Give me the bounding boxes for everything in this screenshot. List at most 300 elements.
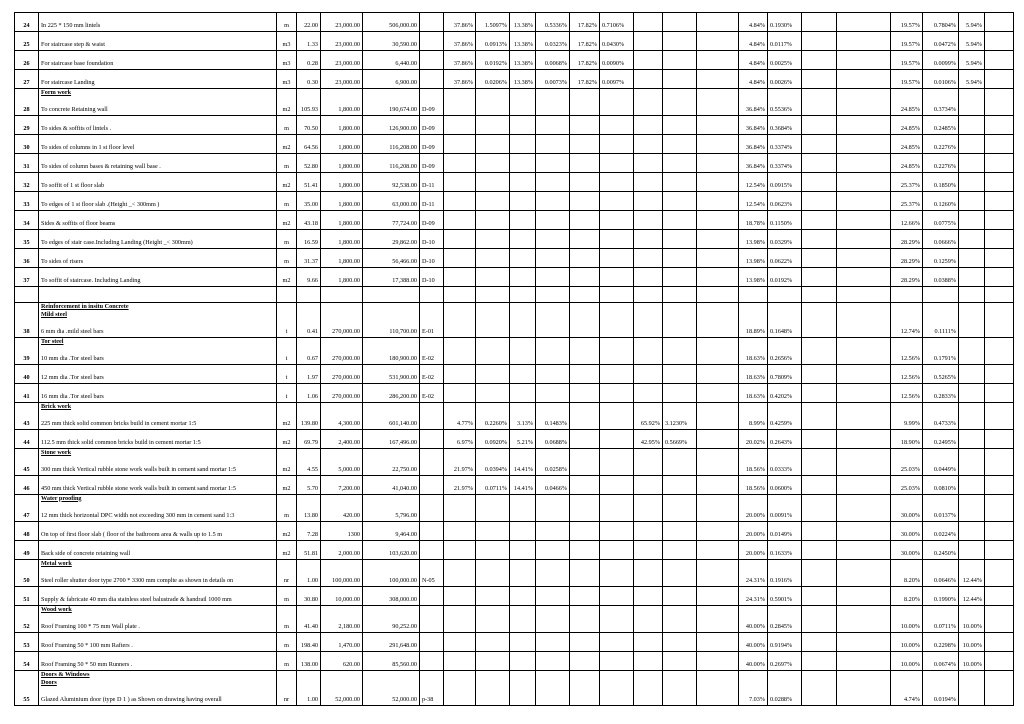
cell-c9 [738, 613, 767, 632]
cell-b1 [696, 410, 738, 429]
cell-value: 0.0329% [770, 238, 793, 246]
cell-unit [276, 521, 296, 540]
cell-no [14, 402, 38, 410]
cell-c3 [509, 364, 535, 383]
cell-c1 [443, 267, 475, 286]
cell-c5 [569, 605, 599, 613]
cell-c12 [890, 586, 922, 605]
cell-b1 [696, 153, 738, 172]
cell-c14 [958, 429, 984, 448]
cell-b2 [836, 456, 890, 475]
cell-value: 9,464.00 [395, 530, 417, 538]
cell-b2 [836, 502, 890, 521]
cell-c13 [922, 632, 958, 651]
cell-c6 [599, 115, 633, 134]
cell-c7 [633, 172, 662, 191]
cell-ref [419, 678, 443, 686]
table-row [14, 502, 1014, 521]
cell-no [14, 50, 38, 69]
cell-c12 [890, 96, 922, 115]
cell-value: 3.13% [517, 419, 533, 427]
cell-value: 12.54% [745, 181, 765, 189]
cell-b2 [836, 134, 890, 153]
cell-value: 40.00% [745, 660, 765, 668]
cell-no [14, 310, 38, 318]
cell-c2 [475, 632, 509, 651]
cell-c4 [535, 494, 569, 502]
cell-qty [296, 191, 320, 210]
cell-value: 10.00% [900, 622, 920, 630]
cell-amount [362, 475, 419, 494]
cell-value: 180,900.00 [389, 354, 417, 362]
cell-qty [296, 31, 320, 50]
cell-c3 [509, 267, 535, 286]
cell-c6 [599, 134, 633, 153]
cell-c9 [738, 364, 767, 383]
cell-c1 [443, 318, 475, 337]
cell-value: 1,800.00 [338, 105, 360, 113]
cell-unit [276, 456, 296, 475]
cell-value: m2 [282, 219, 291, 227]
cell-amount [362, 345, 419, 364]
cell-desc [38, 456, 276, 475]
cell-c11 [801, 191, 836, 210]
cell-value: 4.77% [457, 419, 473, 427]
cell-c7 [633, 267, 662, 286]
section-heading-row [14, 605, 1014, 613]
section-heading: Reinforcement in insitu Concrete [41, 302, 129, 310]
cell-qty [296, 448, 320, 456]
cell-c1 [443, 12, 475, 31]
cell-unit [276, 345, 296, 364]
cell-value: 0.7804% [933, 21, 956, 29]
cell-c2 [475, 364, 509, 383]
cell-c13 [922, 310, 958, 318]
cell-no [14, 429, 38, 448]
cell-c7 [633, 540, 662, 559]
cell-c5 [569, 229, 599, 248]
cell-c6 [599, 191, 633, 210]
cell-value: 28.29% [900, 276, 920, 284]
cell-no [14, 134, 38, 153]
cell-ref [419, 172, 443, 191]
cell-value: 4.84% [749, 21, 765, 29]
cell-c8 [662, 318, 696, 337]
cell-c9 [738, 475, 767, 494]
cell-c6 [599, 448, 633, 456]
cell-value: 14.41% [513, 484, 533, 492]
cell-value: 23,000.00 [335, 40, 360, 48]
cell-c4 [535, 115, 569, 134]
cell-rate [320, 670, 362, 678]
cell-value: 25.37% [900, 181, 920, 189]
cell-c14 [958, 613, 984, 632]
cell-b1 [696, 605, 738, 613]
cell-c10 [767, 540, 801, 559]
cell-value: p-38 [422, 695, 434, 703]
cell-value: 1.97 [307, 373, 318, 381]
cell-c9 [738, 586, 767, 605]
cell-unit [276, 12, 296, 31]
item-description: 225 mm thick solid common bricks build in cement mortar 1:5 [41, 419, 197, 427]
cell-b2 [836, 115, 890, 134]
cell-c2 [475, 69, 509, 88]
cell-value: 0.2643% [770, 438, 793, 446]
section-heading-row [14, 402, 1014, 410]
cell-value: 0.0674% [933, 660, 956, 668]
cell-value: 13.38% [513, 59, 533, 67]
cell-value: 8.20% [904, 595, 920, 603]
cell-c9 [738, 494, 767, 502]
cell-c4 [535, 248, 569, 267]
cell-desc [38, 210, 276, 229]
cell-value: 7.28 [307, 530, 318, 538]
cell-value: D-10 [422, 257, 435, 265]
cell-value: 18.63% [745, 354, 765, 362]
cell-c9 [738, 134, 767, 153]
cell-no [14, 267, 38, 286]
cell-value: m [284, 257, 289, 265]
cell-c4 [535, 337, 569, 345]
cell-desc [38, 318, 276, 337]
cell-value: 0.0600% [770, 484, 793, 492]
item-number: 52 [23, 622, 30, 630]
cell-value: 0.3374% [770, 143, 793, 151]
cell-value: 25.03% [900, 465, 920, 473]
cell-rate [320, 632, 362, 651]
cell-c6 [599, 678, 633, 686]
cell-value: D-09 [422, 162, 435, 170]
cell-empty [696, 286, 738, 302]
cell-no [14, 96, 38, 115]
cell-desc [38, 502, 276, 521]
cell-c13 [922, 494, 958, 502]
cell-no [14, 12, 38, 31]
cell-c3 [509, 310, 535, 318]
cell-value: 138.00 [300, 660, 318, 668]
cell-value: 1.33 [307, 40, 318, 48]
cell-c5 [569, 12, 599, 31]
cell-no [14, 383, 38, 402]
cell-c2 [475, 686, 509, 705]
cell-c12 [890, 153, 922, 172]
cell-amount [362, 456, 419, 475]
cell-c11 [801, 96, 836, 115]
item-number: 30 [23, 143, 30, 151]
cell-value: 1,800.00 [338, 200, 360, 208]
cell-c7 [633, 134, 662, 153]
cell-c10 [767, 613, 801, 632]
cell-c13 [922, 50, 958, 69]
cell-c7 [633, 475, 662, 494]
cell-amount [362, 88, 419, 96]
cell-b3 [984, 229, 1014, 248]
cell-c2 [475, 670, 509, 678]
cell-empty [443, 286, 475, 302]
cell-c13 [922, 345, 958, 364]
cell-c12 [890, 494, 922, 502]
cell-c5 [569, 191, 599, 210]
cell-c6 [599, 651, 633, 670]
cell-value: 6,900.00 [395, 78, 417, 86]
cell-b3 [984, 567, 1014, 586]
cell-no [14, 632, 38, 651]
cell-value: 0.0099% [933, 59, 956, 67]
cell-c7 [633, 502, 662, 521]
cell-c14 [958, 521, 984, 540]
cell-c5 [569, 267, 599, 286]
cell-value: m [284, 595, 289, 603]
item-number: 25 [23, 40, 30, 48]
cell-value: m3 [282, 40, 291, 48]
cell-no [14, 210, 38, 229]
cell-value: 29,862.00 [392, 238, 417, 246]
cell-c12 [890, 402, 922, 410]
cell-value: 12.56% [900, 392, 920, 400]
cell-rate [320, 337, 362, 345]
cell-value: 0.0206% [484, 78, 507, 86]
cell-qty [296, 115, 320, 134]
cell-c12 [890, 670, 922, 678]
section-heading: Wood work [41, 605, 72, 613]
cell-c6 [599, 88, 633, 96]
cell-c3 [509, 686, 535, 705]
cell-c9 [738, 310, 767, 318]
cell-ref [419, 540, 443, 559]
cell-value: 28.29% [900, 257, 920, 265]
cell-value: 13.98% [745, 257, 765, 265]
cell-c7 [633, 310, 662, 318]
cell-value: 105.93 [300, 105, 318, 113]
cell-qty [296, 402, 320, 410]
cell-rate [320, 115, 362, 134]
cell-value: 17.82% [577, 21, 597, 29]
cell-c9 [738, 248, 767, 267]
cell-desc [38, 134, 276, 153]
cell-b2 [836, 88, 890, 96]
cell-value: 4.84% [749, 59, 765, 67]
cell-c11 [801, 88, 836, 96]
cell-c2 [475, 559, 509, 567]
cell-c6 [599, 31, 633, 50]
cell-value: nr [283, 576, 290, 584]
cell-b1 [696, 494, 738, 502]
cell-value: 17,388.00 [392, 276, 417, 284]
cell-c12 [890, 613, 922, 632]
cell-c11 [801, 456, 836, 475]
cell-value: 0.7809% [770, 373, 793, 381]
cell-c14 [958, 567, 984, 586]
cell-c2 [475, 267, 509, 286]
cell-c1 [443, 210, 475, 229]
cell-c14 [958, 410, 984, 429]
cell-c12 [890, 88, 922, 96]
cell-b2 [836, 383, 890, 402]
cell-value: D-11 [422, 200, 435, 208]
item-description: For staircase base foundation [41, 59, 114, 67]
table-row [14, 134, 1014, 153]
cell-c4 [535, 31, 569, 50]
cell-c14 [958, 191, 984, 210]
cell-empty [958, 286, 984, 302]
cell-rate [320, 383, 362, 402]
cell-c1 [443, 345, 475, 364]
cell-b3 [984, 632, 1014, 651]
cell-c11 [801, 210, 836, 229]
cell-unit [276, 88, 296, 96]
cell-value: 110,700.00 [389, 327, 417, 335]
cell-rate [320, 402, 362, 410]
cell-b3 [984, 651, 1014, 670]
cell-amount [362, 172, 419, 191]
cell-c3 [509, 302, 535, 310]
cell-unit [276, 559, 296, 567]
cell-c8 [662, 559, 696, 567]
cell-qty [296, 172, 320, 191]
cell-c11 [801, 678, 836, 686]
cell-value: 25.03% [900, 484, 920, 492]
cell-b1 [696, 31, 738, 50]
cell-c13 [922, 96, 958, 115]
cell-amount [362, 267, 419, 286]
cell-amount [362, 96, 419, 115]
cell-c7 [633, 69, 662, 88]
cell-ref [419, 605, 443, 613]
table-row [14, 318, 1014, 337]
cell-value: m [284, 200, 289, 208]
cell-c6 [599, 229, 633, 248]
cell-c11 [801, 229, 836, 248]
cell-c6 [599, 410, 633, 429]
cell-c11 [801, 410, 836, 429]
cell-c6 [599, 402, 633, 410]
cell-c5 [569, 172, 599, 191]
cell-c8 [662, 475, 696, 494]
cell-c13 [922, 686, 958, 705]
cell-c7 [633, 670, 662, 678]
cell-c8 [662, 210, 696, 229]
cell-c10 [767, 678, 801, 686]
cell-c4 [535, 191, 569, 210]
cell-c6 [599, 302, 633, 310]
cell-c11 [801, 670, 836, 678]
cell-c7 [633, 402, 662, 410]
cell-c8 [662, 12, 696, 31]
cell-c12 [890, 632, 922, 651]
cell-no [14, 521, 38, 540]
cell-c9 [738, 670, 767, 678]
cell-c14 [958, 31, 984, 50]
cell-c11 [801, 345, 836, 364]
item-description: To sides of columns in 1 st floor level [41, 143, 135, 151]
cell-c11 [801, 31, 836, 50]
cell-qty [296, 456, 320, 475]
cell-value: 18.78% [745, 219, 765, 227]
cell-c1 [443, 248, 475, 267]
cell-qty [296, 210, 320, 229]
cell-c14 [958, 540, 984, 559]
cell-rate [320, 448, 362, 456]
cell-unit [276, 69, 296, 88]
cell-c3 [509, 651, 535, 670]
cell-amount [362, 302, 419, 310]
item-description: In 225 * 150 mm lintels [41, 21, 101, 29]
cell-qty [296, 651, 320, 670]
table-row [14, 475, 1014, 494]
cell-c6 [599, 153, 633, 172]
cell-b1 [696, 383, 738, 402]
table-row [14, 429, 1014, 448]
cell-b2 [836, 670, 890, 678]
cell-c11 [801, 248, 836, 267]
cell-value: 0.0775% [933, 219, 956, 227]
cell-value: 7,200.00 [338, 484, 360, 492]
cell-desc [38, 364, 276, 383]
cell-c1 [443, 153, 475, 172]
cell-c13 [922, 475, 958, 494]
cell-value: 0.0258% [544, 465, 567, 473]
cell-c1 [443, 229, 475, 248]
cell-unit [276, 134, 296, 153]
cell-b3 [984, 521, 1014, 540]
cell-c12 [890, 50, 922, 69]
cell-rate [320, 651, 362, 670]
cell-b3 [984, 153, 1014, 172]
cell-value: 0.5669% [665, 438, 688, 446]
cell-c13 [922, 613, 958, 632]
cell-qty [296, 678, 320, 686]
cell-b1 [696, 448, 738, 456]
cell-c13 [922, 402, 958, 410]
cell-c4 [535, 686, 569, 705]
cell-c13 [922, 670, 958, 678]
cell-c4 [535, 613, 569, 632]
cell-rate [320, 191, 362, 210]
cell-c5 [569, 613, 599, 632]
cell-c4 [535, 134, 569, 153]
cell-c12 [890, 475, 922, 494]
cell-unit [276, 494, 296, 502]
cell-c7 [633, 651, 662, 670]
cell-value: 103,620.00 [389, 549, 417, 557]
cell-value: 0.9194% [770, 641, 793, 649]
cell-b1 [696, 678, 738, 686]
cell-value: 1,800.00 [338, 181, 360, 189]
cell-value: 0.0810% [933, 484, 956, 492]
cell-b2 [836, 12, 890, 31]
cell-value: 4.55 [307, 465, 318, 473]
cell-value: 36.84% [745, 105, 765, 113]
cell-value: m2 [282, 419, 291, 427]
cell-c6 [599, 267, 633, 286]
cell-value: m3 [282, 78, 291, 86]
cell-b3 [984, 345, 1014, 364]
cell-c8 [662, 502, 696, 521]
cell-empty [767, 286, 801, 302]
cell-c8 [662, 364, 696, 383]
cell-c10 [767, 12, 801, 31]
cell-c14 [958, 448, 984, 456]
cell-qty [296, 567, 320, 586]
cell-value: 4,300.00 [338, 419, 360, 427]
cell-qty [296, 429, 320, 448]
cell-value: 92,538.00 [392, 181, 417, 189]
cell-b1 [696, 345, 738, 364]
cell-value: 40.00% [745, 622, 765, 630]
item-number: 28 [23, 105, 30, 113]
item-number: 36 [23, 257, 30, 265]
cell-c3 [509, 540, 535, 559]
